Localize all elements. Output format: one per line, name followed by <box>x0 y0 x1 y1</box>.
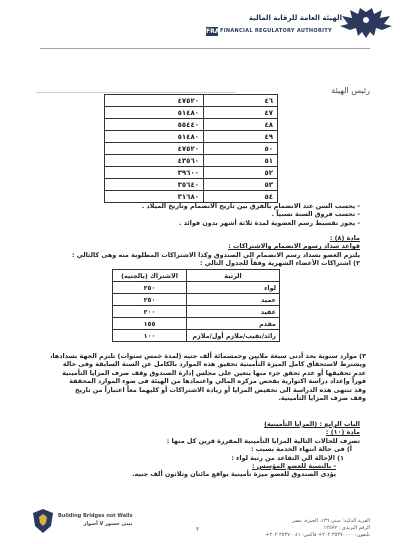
paragraph-line: وقد تنتهى هذه الدراسة الى تخفيض المزايا أو زيادة الاشتراكات أو كليهما معاً اعتباراً من تاريخ <box>75 385 366 394</box>
age-cell: ٤٨ <box>204 119 278 131</box>
age-cell: ٥٤ <box>204 191 278 203</box>
fee-cell: ١٥٥ <box>113 318 187 330</box>
footer-slogan <box>58 512 132 528</box>
address-line: القرية الذكية: مبنى ١٣٦، الجيزة، مصر <box>292 518 370 524</box>
table-row <box>113 306 280 318</box>
age-cell: ٥٠ <box>204 143 278 155</box>
fee-column-header: الاشتراك (بالجنيه) <box>113 270 187 282</box>
table-row <box>105 131 278 143</box>
amount-cell: ٣٥٦٤٠ <box>105 179 204 191</box>
article-8-paragraph-2: ٢) اشتراكات الأعضاء الشهرية وفقاً للجدول التالي : <box>199 259 360 268</box>
amount-cell: ٤٧٥٢٠ <box>105 95 204 107</box>
chapter-4 <box>60 420 360 479</box>
amount-cell: ٤٣٥٦٠ <box>105 155 204 167</box>
table-row <box>113 318 280 330</box>
amount-cell: ٣٩٦٠٠ <box>105 167 204 179</box>
table-row <box>113 282 280 294</box>
fee-cell: ١٠٠ <box>113 330 187 342</box>
rank-fee-table <box>112 269 280 342</box>
article-10-title: مادة (١٠) : <box>325 428 360 437</box>
table-row <box>113 294 280 306</box>
rank-cell: عقيد <box>187 306 280 318</box>
paragraph-line: ويشترط لاستحقاق كامل الميزة التأمينية تحقيق هذه الموارد بالكامل عن السنة السابقة وفى حالة <box>62 360 366 369</box>
table-row <box>105 179 278 191</box>
chapter-4-line: أ) فى حالة انتهاء الخدمة بسبب : <box>250 445 352 454</box>
table-row <box>113 330 280 342</box>
table-row <box>105 119 278 131</box>
chapter-4-title: الباب الرابع : (المزايا التأمينية) <box>264 420 360 428</box>
organization-name-english: FINANCIAL REGULATORY AUTHORITY <box>220 28 332 34</box>
table-header-row <box>113 270 280 282</box>
article-8 <box>40 234 360 268</box>
age-cell: ٥٣ <box>204 179 278 191</box>
table-row <box>105 155 278 167</box>
paragraph-line: وقف صرف المزايا التأمينية. <box>278 394 366 403</box>
paragraph-line: فوراً وإعداد دراسة اكتوارية بفحص مركزه المالي واعتمادها من الهيئة فى ضوء الموارد المحققة <box>69 377 366 386</box>
footer-address <box>250 518 370 539</box>
fee-cell: ٢٥٠ <box>113 282 187 294</box>
slogan-english: Building Bridges not Walls <box>58 513 133 519</box>
rank-cell: عميد <box>187 294 280 306</box>
chairman-divider <box>36 92 236 93</box>
slogan-arabic: نبنى جسور لا أسوار <box>83 521 133 527</box>
table-row <box>105 167 278 179</box>
table-row <box>105 191 278 203</box>
rank-cell: رائد/نقيب/ملازم أول/ملازم <box>187 330 280 342</box>
rank-cell: لواء <box>187 282 280 294</box>
note-line: - تحسب فروق السنة نسبياً . <box>271 210 360 219</box>
chapter-4-line: - بالنسبة للعضو المؤسس : <box>251 462 336 471</box>
article-8-subtitle: قواعد سداد رسوم الانضمام والاشتراكات : <box>228 242 360 251</box>
note-line: - يجوز تقسيط رسم العضوية لمدة ثلاثة أشهر بدون فوائد . <box>178 218 360 227</box>
fee-cell: ٢٥٠ <box>113 294 187 306</box>
age-cell: ٤٧ <box>204 107 278 119</box>
address-line: تليفون: ٣٥٣٧٠٠٠٠ ٢٠٢+ فاكس: ٣٥٣٧٠٠٤١ ٢٠٢+ <box>265 532 370 538</box>
fee-table <box>104 94 278 203</box>
chapter-4-line: ١) الإحالة الي التقاعد من رتبة لواء : <box>231 453 344 462</box>
rank-cell: مقدم <box>187 318 280 330</box>
paragraph-line: ٣) موارد سنوية بحد أدنى سبعة ملايين وخمسمائة ألف جنيه (لمدة خمس سنوات) تلتزم الجهة بسدادها، <box>49 352 366 360</box>
chapter-4-line: يؤدى الصندوق للعضو ميزة تأمينية بواقع مائتان وثلاثون ألف جنيه. <box>132 470 336 479</box>
fra-abbreviation: FRA <box>206 28 220 35</box>
chairman-label: رئيس الهيئة <box>331 86 370 95</box>
header-divider <box>40 48 370 49</box>
paragraph-3 <box>36 352 366 402</box>
article-8-paragraph-1: يلتزم العضو بسداد رسم الانضمام الي الصندوق وكذا الاشتراكات المطلوبة منه وهى كالتالي : <box>71 250 360 259</box>
age-cell: ٥١ <box>204 155 278 167</box>
article-8-title: مادة (٨) : <box>329 234 360 242</box>
chapter-4-line: تصرف للحالات التالية المزايا التأمينية المقررة قرين كل منها : <box>166 436 360 445</box>
amount-cell: ٣١٦٨٠ <box>105 191 204 203</box>
amount-cell: ٥١٤٨٠ <box>105 107 204 119</box>
footer-emblem-icon <box>32 508 54 534</box>
table-row <box>105 143 278 155</box>
age-cell: ٤٦ <box>204 95 278 107</box>
paragraph-line: عدم تحقيقها أو عدم تحقق جزء منها يتعين على مجلس إدارة الصندوق وقف صرف المزايا التأمينية <box>62 368 366 377</box>
amount-cell: ٤٧٥٢٠ <box>105 143 204 155</box>
table-row <box>105 95 278 107</box>
note-line: - يحسب السن عند الانضمام بالفرق بين تاريخ الانضمام وتاريخ الميلاد . <box>141 202 360 210</box>
amount-cell: ٥٥٤٤٠ <box>105 119 204 131</box>
rank-column-header: الرتبة <box>187 270 280 282</box>
address-line: الرقم البريدي : ١٢٥٧٧ <box>323 525 370 531</box>
notes-block <box>70 202 360 227</box>
fee-cell: ٢٠٠ <box>113 306 187 318</box>
page-number: ٢ <box>196 526 200 533</box>
age-cell: ٥٢ <box>204 167 278 179</box>
table-row <box>105 107 278 119</box>
amount-cell: ٥١٤٨٠ <box>105 131 204 143</box>
organization-name-arabic: الهيئة العامة للرقابة المالية <box>248 14 342 22</box>
age-cell: ٤٩ <box>204 131 278 143</box>
